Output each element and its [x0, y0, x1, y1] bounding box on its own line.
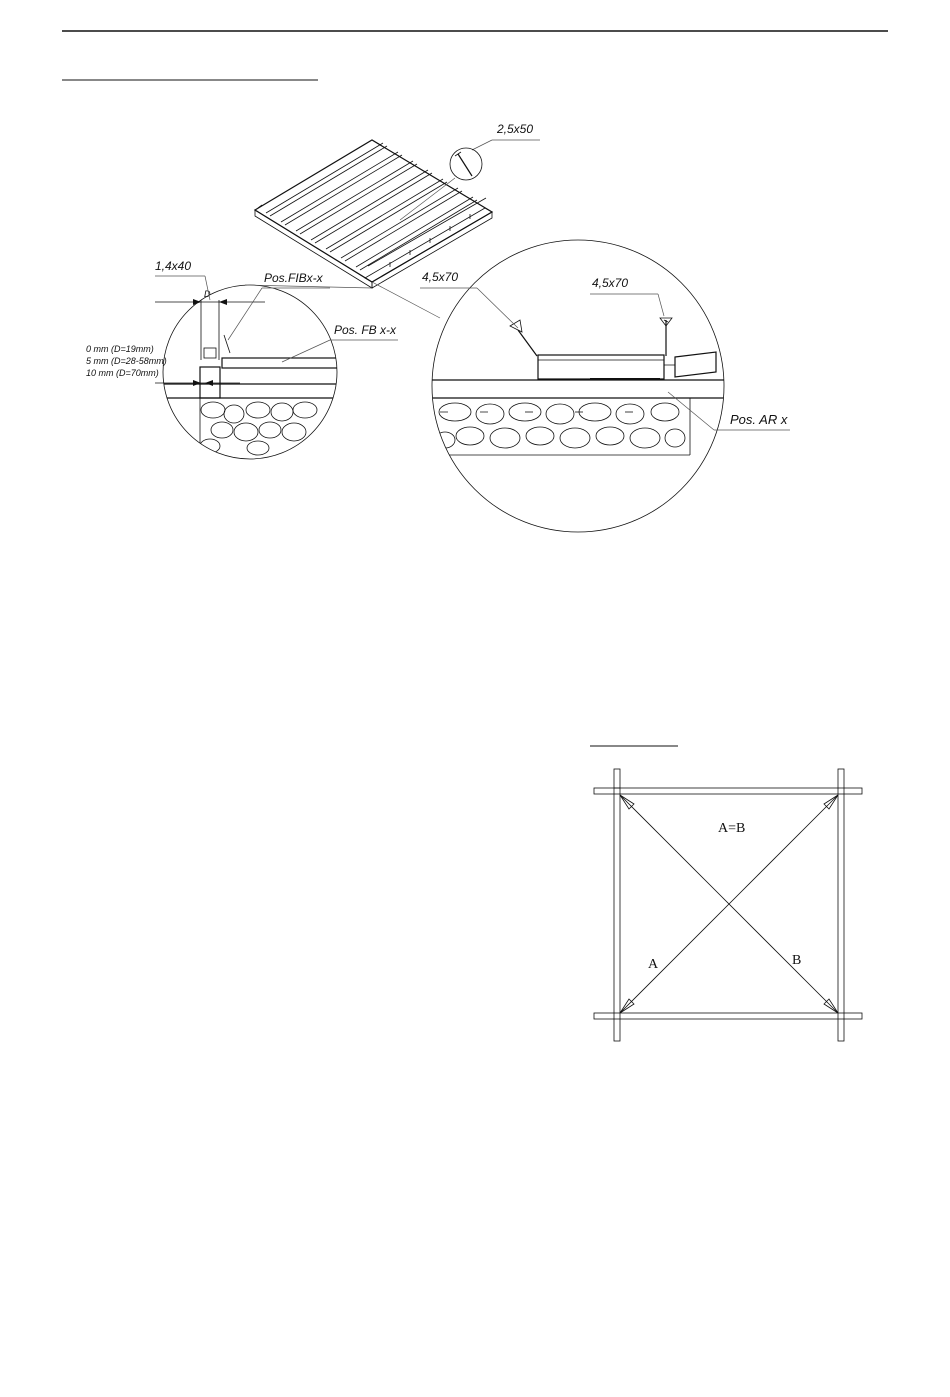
diagonal-equal-label: A=B — [718, 821, 746, 836]
pos-fb-label: Pos. FB x-x — [334, 323, 397, 337]
screw-size-left: 1,4x40 — [155, 259, 192, 273]
dimension-d: D — [204, 289, 211, 299]
screw-callout-top — [400, 122, 540, 220]
detail-circle-edge — [86, 259, 398, 460]
screw-size-top: 2,5x50 — [497, 122, 534, 136]
gap-note-3: 10 mm (D=70mm) — [86, 368, 159, 378]
gap-note-2: 5 mm (D=28-58mm) — [86, 356, 167, 366]
detail-circle-joint — [372, 240, 790, 532]
screw-size-detail-1: 4,5x70 — [422, 270, 459, 284]
diagonal-label-b: B — [792, 953, 802, 968]
diagonal-check-diagram — [590, 746, 862, 1041]
screw-size-detail-2: 4,5x70 — [592, 276, 629, 290]
gap-note-1: 0 mm (D=19mm) — [86, 344, 154, 354]
deck-platform-isometric — [255, 140, 492, 288]
pos-fib-label: Pos.FIBx-x — [264, 271, 323, 285]
pos-ar-label: Pos. AR x — [730, 412, 788, 427]
diagonal-label-a: A — [648, 957, 659, 972]
